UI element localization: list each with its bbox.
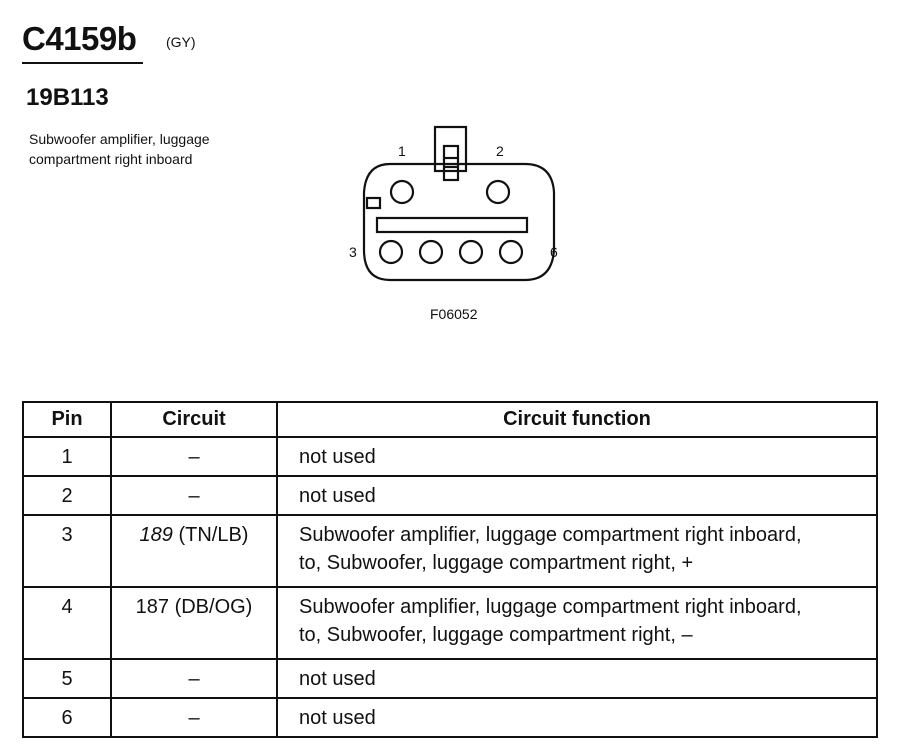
- pin-cavity-1: [391, 181, 413, 203]
- circuit-cell: [111, 515, 277, 587]
- table-row: [23, 476, 877, 515]
- function-line: not used: [299, 485, 376, 507]
- circuit-number: 189: [139, 524, 173, 546]
- function-line: Subwoofer amplifier, luggage compartment right inboard,: [299, 524, 802, 546]
- pin-cell: 2: [23, 476, 111, 515]
- connector-id: C4159b: [22, 20, 137, 57]
- function-line: to, Subwoofer, luggage compartment right, +: [299, 552, 694, 574]
- header-circuit-function: Circuit function: [277, 402, 877, 437]
- function-cell: [277, 437, 877, 476]
- pin-cell: 3: [23, 515, 111, 587]
- connector-slot: [377, 218, 527, 232]
- pin-cavity-6: [500, 241, 522, 263]
- connector-face-diagram: [340, 120, 580, 330]
- pin-cavity-3: [380, 241, 402, 263]
- function-cell: [277, 587, 877, 659]
- pin-label-3: 3: [349, 244, 357, 260]
- function-cell: [277, 698, 877, 737]
- circuit-cell: –: [111, 659, 277, 698]
- figure-code: F06052: [430, 306, 478, 322]
- connector-id-underline: [22, 62, 143, 64]
- pin-cell: 6: [23, 698, 111, 737]
- function-cell: [277, 515, 877, 587]
- pin-cavity-5: [460, 241, 482, 263]
- component-id: 19B113: [26, 84, 109, 111]
- table-row: [23, 659, 877, 698]
- pin-cell: 1: [23, 437, 111, 476]
- table-row: [23, 437, 877, 476]
- connector-key: [367, 198, 380, 208]
- connector-color: (GY): [166, 34, 196, 50]
- function-cell: [277, 476, 877, 515]
- header-pin: Pin: [23, 402, 111, 437]
- circuit-cell: –: [111, 476, 277, 515]
- function-line: not used: [299, 668, 376, 690]
- pin-label-6: 6: [550, 244, 558, 260]
- component-description-line1: Subwoofer amplifier, luggage: [29, 131, 210, 147]
- table-row: [23, 587, 877, 659]
- table-header-row: [23, 402, 877, 437]
- pin-cavity-4: [420, 241, 442, 263]
- circuit-cell: –: [111, 698, 277, 737]
- pin-label-1: 1: [398, 143, 406, 159]
- pin-cell: 5: [23, 659, 111, 698]
- function-line: not used: [299, 446, 376, 468]
- circuit-color: (TN/LB): [178, 524, 249, 546]
- circuit-cell: 187 (DB/OG): [111, 587, 277, 659]
- function-line: not used: [299, 707, 376, 729]
- component-description-line2: compartment right inboard: [29, 151, 193, 167]
- header-circuit: Circuit: [111, 402, 277, 437]
- pin-table: [22, 401, 878, 738]
- table-row: [23, 698, 877, 737]
- pin-label-2: 2: [496, 143, 504, 159]
- pin-cell: 4: [23, 587, 111, 659]
- function-line: Subwoofer amplifier, luggage compartment right inboard,: [299, 596, 802, 618]
- pin-cavity-2: [487, 181, 509, 203]
- table-row: [23, 515, 877, 587]
- function-line: to, Subwoofer, luggage compartment right, –: [299, 624, 693, 646]
- circuit-cell: –: [111, 437, 277, 476]
- function-cell: [277, 659, 877, 698]
- component-description: [29, 129, 269, 169]
